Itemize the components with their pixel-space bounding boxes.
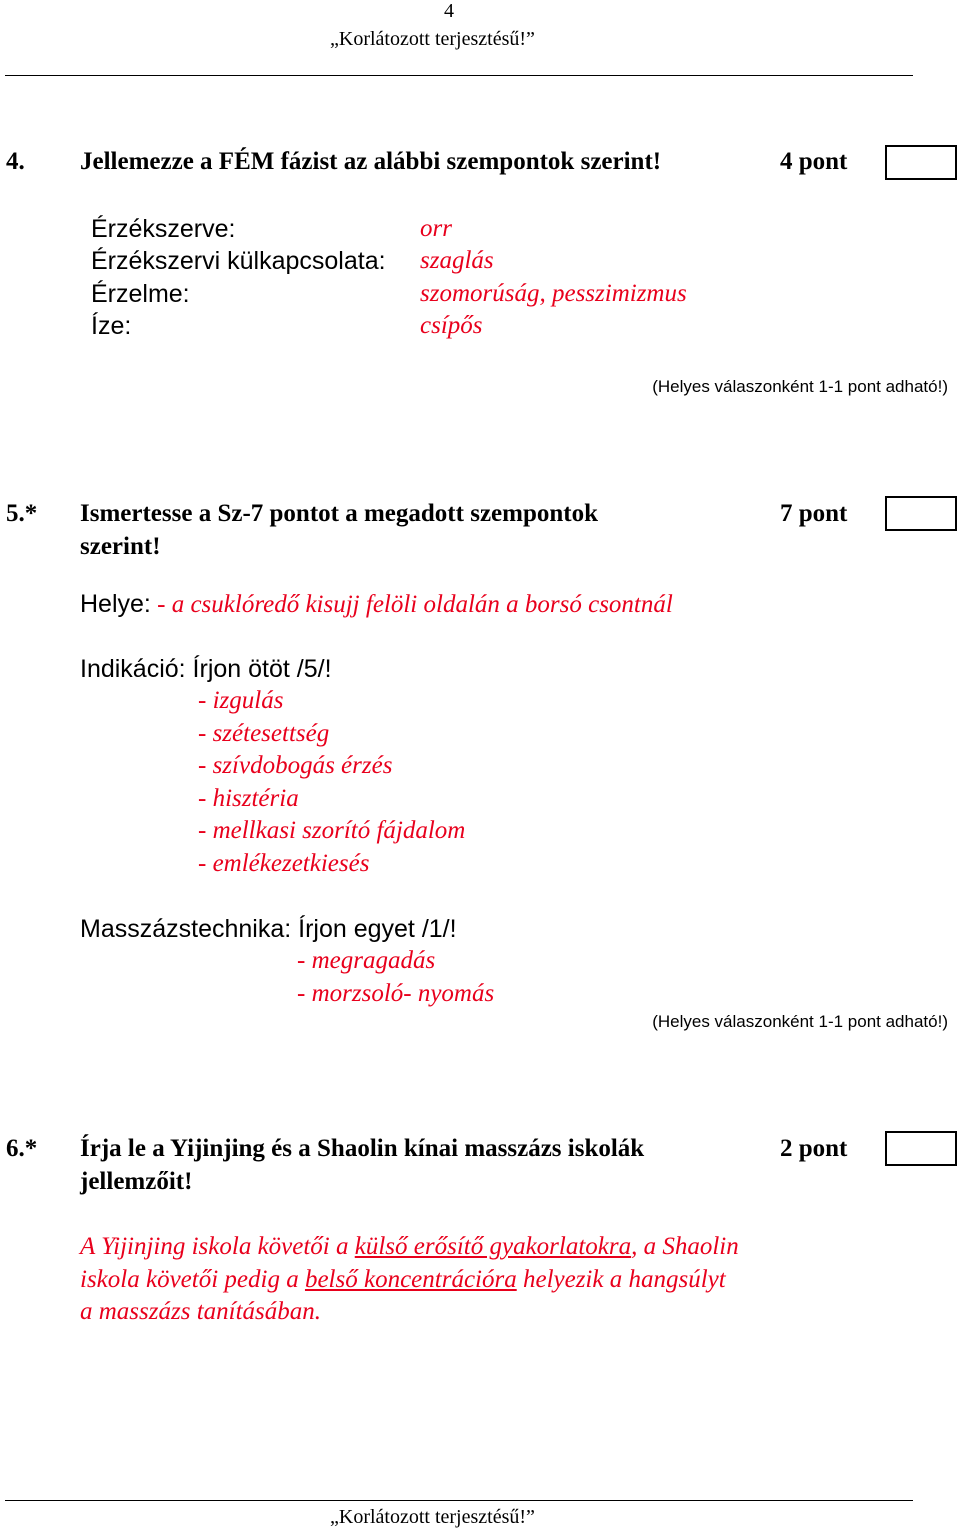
q5-technique-label: Masszázstechnika: Írjon egyet /1/! [80,915,457,943]
q6-answer-text: , a Shaolin [631,1233,739,1260]
q5-indication-item: - szétesettség [198,720,330,747]
q4-score-box[interactable] [885,145,957,180]
distribution-notice-footer: „Korlátozott terjesztésű!” [330,1506,535,1528]
q6-answer-text: iskola követői pedig a [80,1266,305,1293]
page-number: 4 [444,0,454,22]
q4-answer-external-link: szaglás [420,247,494,274]
q4-points: 4 pont [780,148,848,175]
q6-number: 6.* [6,1135,38,1162]
q5-scoring-note: (Helyes válaszonként 1-1 pont adható!) [652,1012,948,1031]
distribution-notice-header: „Korlátozott terjesztésű!” [330,28,535,50]
q6-answer-underlined: belső koncentrációra [304,1266,517,1293]
q6-answer-line3: a masszázs tanításában. [80,1298,322,1325]
q4-label-taste: Íze: [91,312,132,340]
q5-number: 5.* [6,500,38,527]
q5-score-box[interactable] [885,496,957,531]
q4-answer-taste: csípős [420,312,483,339]
q4-scoring-note: (Helyes válaszonként 1-1 pont adható!) [652,377,948,396]
q5-indication-label: Indikáció: Írjon ötöt /5/! [80,655,332,683]
q6-question-line1: Írja le a Yijinjing és a Shaolin kínai masszázs iskolák [80,1135,645,1162]
q6-answer-text: helyezik a hangsúlyt [516,1266,726,1293]
q4-answer-sense-organ: orr [420,215,452,242]
q6-answer-line2 [80,1266,726,1294]
q5-location-label: Helye: [80,590,151,618]
q5-indication-item: - emlékezetkiesés [198,850,370,877]
q5-question-line2: szerint! [80,533,161,560]
q6-answer-underlined: külső erősítő gyakorlatokra [354,1233,632,1260]
q4-label-external-link: Érzékszervi külkapcsolata: [91,247,386,275]
q5-indication-item: - mellkasi szorító fájdalom [198,817,466,844]
q4-number: 4. [6,148,25,175]
q5-technique-item: - morzsoló- nyomás [297,980,495,1007]
q6-answer-text: A Yijinjing iskola követői a [80,1233,355,1260]
q6-question-line2: jellemzőit! [80,1168,193,1195]
q5-points: 7 pont [780,500,848,527]
q5-technique-item: - megragadás [297,947,436,974]
q5-indication-item: - hisztéria [198,785,299,812]
q6-score-box[interactable] [885,1131,957,1166]
footer-rule [5,1500,913,1501]
q4-answer-emotion: szomorúság, pesszimizmus [420,280,687,307]
q4-label-emotion: Érzelme: [91,280,190,308]
q5-indication-item: - izgulás [198,687,284,714]
q5-question-line1: Ismertesse a Sz-7 pontot a megadott szempontok [80,500,598,527]
q5-location-answer: - a csuklóredő kisujj felöli oldalán a borsó csontnál [157,591,673,618]
q6-points: 2 pont [780,1135,848,1162]
q6-answer-line1 [80,1233,739,1261]
q5-indication-item: - szívdobogás érzés [198,752,393,779]
q5-location [80,590,673,619]
header-rule [5,75,913,76]
q4-question: Jellemezze a FÉM fázist az alábbi szempontok szerint! [80,148,662,175]
q4-label-sense-organ: Érzékszerve: [91,215,236,243]
